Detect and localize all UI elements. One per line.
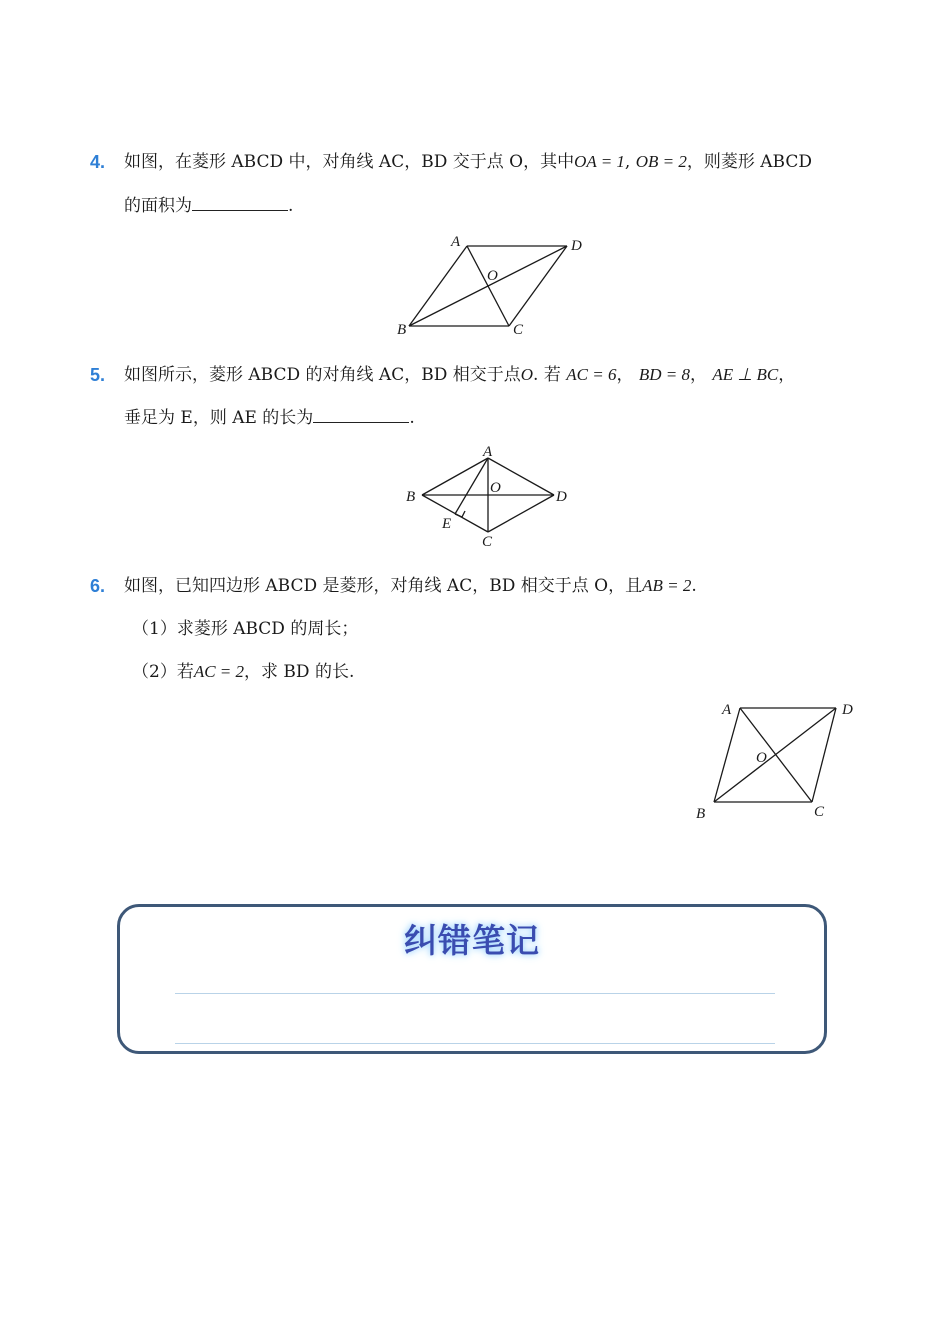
q6-rhombus-figure: [690, 696, 870, 826]
q5-eq-bd: BD = 8: [638, 365, 690, 384]
q5-comma-2: ，: [690, 365, 707, 385]
q6-eq-ac: AC = 2: [193, 662, 245, 681]
q6-label-b: B: [696, 806, 706, 822]
q6-part1: （1）求菱形 ABCD 的周长；: [132, 619, 359, 639]
q5-label-d: D: [556, 489, 567, 505]
q5-line1: [124, 363, 795, 387]
q5-answer-blank[interactable]: [313, 406, 409, 423]
q6-label-d: D: [842, 702, 853, 718]
q6-part2-a: （2）若: [132, 662, 194, 682]
q4-number: 4.: [90, 152, 106, 172]
q4-line2: [124, 194, 293, 218]
q4-label-o: O: [487, 268, 498, 284]
q4-label-d: D: [571, 238, 582, 254]
q6-part2-b: ，求 BD 的长.: [244, 662, 355, 682]
q5-label-e: E: [442, 516, 452, 532]
q5-comma-1: ，: [616, 365, 634, 385]
q4-rhombus-figure: [395, 232, 595, 342]
q4-line1-text: 如图，在菱形 ABCD 中，对角线 AC，BD 交于点 O，其中: [124, 152, 575, 172]
q4-label-b: B: [397, 322, 407, 338]
q5-eq-ae-perp-bc: AE ⊥ BC: [712, 365, 779, 384]
q6-line1-text: 如图，已知四边形 ABCD 是菱形，对角线 AC，BD 相交于点 O，且: [124, 576, 643, 596]
q5-label-c: C: [482, 534, 493, 550]
q6-line1: [124, 574, 697, 598]
q4-answer-blank[interactable]: [192, 194, 288, 211]
q4-line1: [124, 150, 812, 174]
q5-line1-text: 如图所示，菱形 ABCD 的对角线 AC，BD 相交于点: [124, 365, 521, 385]
q6-label-a: A: [722, 702, 732, 718]
q5-line2-text: 垂足为 E，则 AE 的长为: [124, 408, 314, 428]
q6-eq-ab: AB = 2: [642, 576, 692, 595]
notes-title: 纠错笔记: [404, 921, 540, 960]
q5-line1-b: . 若: [533, 365, 561, 385]
q6-part2: [132, 660, 354, 684]
q5-period: .: [409, 408, 415, 428]
q4-eq-oa: OA = 1: [574, 152, 625, 171]
q6-number: 6.: [90, 576, 106, 596]
q4-period: .: [288, 196, 294, 216]
q5-label-b: B: [406, 489, 416, 505]
q5-number: 5.: [90, 365, 106, 385]
q4-sep: ,: [624, 152, 636, 172]
q4-label-c: C: [513, 322, 524, 338]
q4-line2-text: 的面积为: [124, 196, 192, 216]
q5-label-a: A: [483, 444, 493, 460]
q5-rhombus-figure: [400, 440, 580, 552]
q6-label-o: O: [756, 750, 767, 766]
q6-label-c: C: [814, 804, 825, 820]
notes-line-2[interactable]: [175, 1043, 775, 1044]
q4-label-a: A: [451, 234, 461, 250]
q5-point-o: O: [520, 365, 534, 384]
notes-line-1[interactable]: [175, 993, 775, 994]
error-notes-box: [117, 904, 827, 1054]
q5-label-o: O: [490, 480, 501, 496]
q5-comma-3: ，: [778, 365, 796, 385]
q4-eq-ob: OB = 2: [635, 152, 687, 171]
q4-line1-end: ，则菱形 ABCD: [686, 152, 813, 172]
q6-period: .: [691, 576, 697, 596]
q5-line2: [124, 406, 415, 430]
q5-eq-ac: AC = 6: [566, 365, 617, 384]
